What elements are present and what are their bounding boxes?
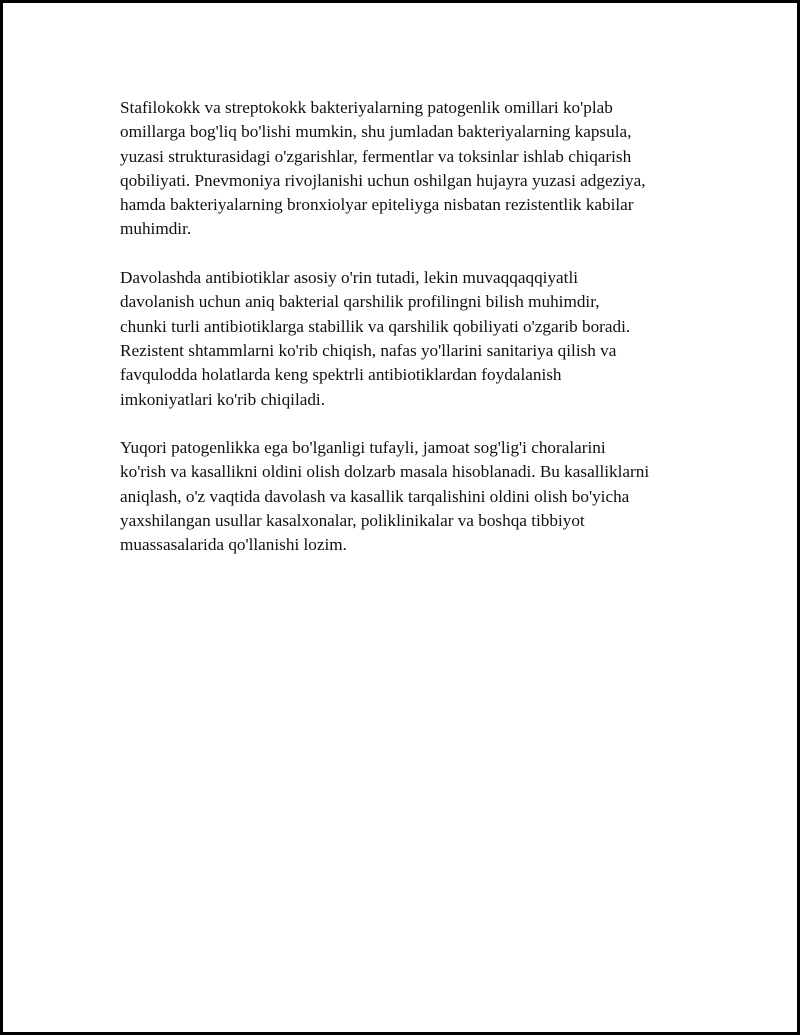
text-line: hamda bakteriyalarning bronxiolyar epiteliyga nisbatan rezistentlik kabilar	[120, 195, 634, 215]
text-line: muassasalarida qo'llanishi lozim.	[120, 535, 347, 555]
text-line: Yuqori patogenlikka ega bo'lganligi tufayli, jamoat sog'lig'i choralarini	[120, 438, 606, 458]
text-line: Stafilokokk va streptokokk bakteriyalarning patogenlik omillari ko'plab	[120, 98, 613, 117]
text-line: chunki turli antibiotiklarga stabillik va qarshilik qobiliyati o'zgarib boradi.	[120, 316, 631, 336]
paragraph-1	[120, 96, 710, 242]
text-line: omillarga bog'liq bo'lishi mumkin, shu jumladan bakteriyalarning kapsula,	[120, 122, 632, 142]
text-line: favqulodda holatlarda keng spektrli antibiotiklardan foydalanish	[120, 365, 562, 385]
text-line: Rezistent shtammlarni ko'rib chiqish, nafas yo'llarini sanitariya qilish va	[120, 340, 617, 360]
text-line: Davolashda antibiotiklar asosiy o'rin tutadi, lekin muvaqqaqqiyatli	[120, 268, 578, 288]
paragraph-3	[120, 436, 710, 557]
text-line: davolanish uchun aniq bakterial qarshilik profilingni bilish muhimdir,	[120, 292, 600, 312]
text-line: yuzasi strukturasidagi o'zgarishlar, fermentlar va toksinlar ishlab chiqarish	[120, 146, 632, 166]
paragraph-2	[120, 266, 710, 412]
text-line: qobiliyati. Pnevmoniya rivojlanishi uchun oshilgan hujayra yuzasi adgeziya,	[120, 170, 646, 190]
text-line: muhimdir.	[120, 219, 192, 239]
text-line: ko'rish va kasallikni oldini olish dolzarb masala hisoblanadi. Bu kasalliklarni	[120, 462, 650, 482]
text-line: imkoniyatlari ko'rib chiqiladi.	[120, 389, 326, 409]
text-line: aniqlash, o'z vaqtida davolash va kasallik tarqalishini oldini olish bo'yicha	[120, 486, 630, 506]
text-line: yaxshilangan usullar kasalxonalar, poliklinikalar va boshqa tibbiyot	[120, 511, 585, 531]
document-body	[120, 96, 710, 582]
